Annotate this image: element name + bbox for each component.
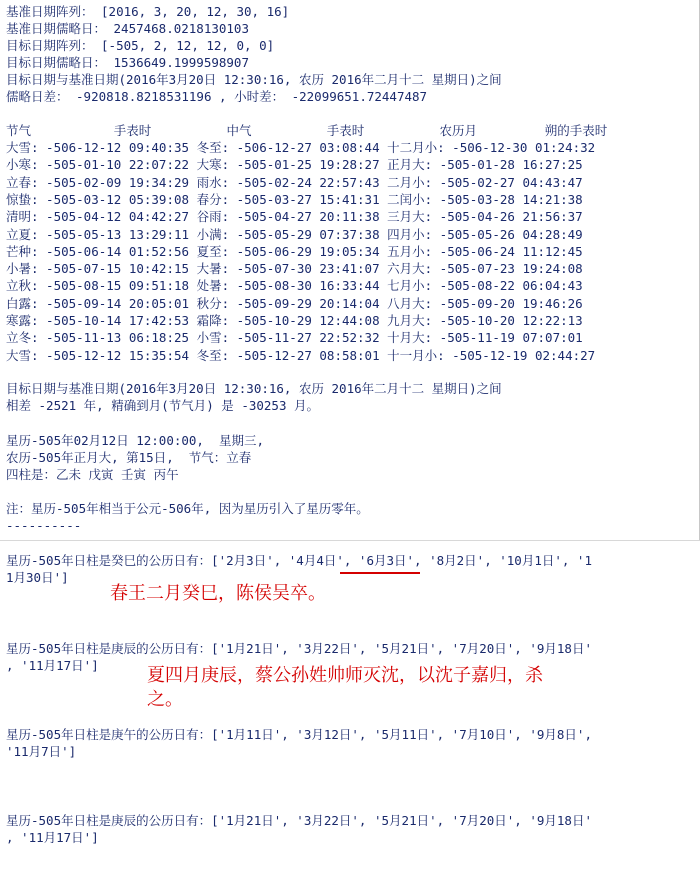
separator-dashes: ----------	[6, 518, 82, 533]
result-gengchen-line-2: , '11月17日']	[6, 658, 99, 673]
result-gengwu-line-1: 星历-505年日柱是庚午的公历日有：['1月11日', '3月12日', '5月11日', '7月10日', '9月8日',	[6, 727, 592, 742]
julian-and-hour-diff: 儒略日差： -920818.8218531196 , 小时差： -22099651.72447487	[6, 89, 428, 104]
solar-term-row: 立秋: -505-08-15 09:51:18 处暑: -505-08-30 16:33:44 七月小: -505-08-22 06:04:43	[6, 278, 583, 294]
annotation-chunqiu-2a: 夏四月庚辰，蔡公孙姓帅师灭沈，以沈子嘉归，杀	[147, 665, 543, 686]
result-gengchen-line-1: 星历-505年日柱是庚辰的公历日有：['1月21日', '3月22日', '5月21日', '7月20日', '9月18日'	[6, 641, 592, 656]
result-guisi-line-2: 1月30日']	[6, 570, 69, 585]
solar-term-row: 芒种: -505-06-14 01:52:56 夏至: -505-06-29 19:05:34 五月小: -505-06-24 11:12:45	[6, 243, 583, 259]
section-divider	[0, 540, 700, 541]
solar-term-row: 大雪: -506-12-12 09:40:35 冬至: -506-12-27 03:08:44 十二月小: -506-12-30 01:24:32	[6, 140, 596, 155]
solar-term-row: 立冬: -505-11-13 06:18:25 小雪: -505-11-27 22:52:32 十月大: -505-11-19 07:07:01	[6, 330, 583, 346]
solar-term-row: 小暑: -505-07-15 10:42:15 大暑: -505-07-30 23:41:07 六月大: -505-07-23 19:24:08	[6, 261, 583, 277]
result-gengchen-repeat-line-2: , '11月17日']	[6, 830, 99, 845]
year-month-diff: 相差 -2521 年, 精确到月(节气月) 是 -30253 月。	[6, 398, 320, 413]
lunar-date-line: 农历-505年正月大, 第15日, 节气：立春	[6, 450, 252, 465]
solar-term-row: 清明: -505-04-12 04:42:27 谷雨: -505-04-27 20:11:38 三月大: -505-04-26 21:56:37	[6, 209, 583, 225]
interval-heading-2: 目标日期与基准日期(2016年3月20日 12:30:16, 农历 2016年二月十二 星期日)之间	[6, 381, 502, 396]
solar-term-table-header: 节气 手表时 中气 手表时 农历月 朔的手表时	[6, 123, 608, 138]
annotation-chunqiu-1: 春王二月癸巳，陈侯吴卒。	[110, 583, 326, 604]
result-gengchen-repeat-line-1: 星历-505年日柱是庚辰的公历日有：['1月21日', '3月22日', '5月21日', '7月20日', '9月18日'	[6, 813, 592, 828]
highlight-underline	[340, 572, 420, 574]
annotation-chunqiu-2b: 之。	[147, 689, 183, 710]
star-date-line: 星历-505年02月12日 12:00:00, 星期三,	[6, 433, 265, 448]
solar-term-row: 立春: -505-02-09 19:34:29 雨水: -505-02-24 22:57:43 二月小: -505-02-27 04:43:47	[6, 174, 583, 190]
solar-term-row: 大雪: -505-12-12 15:35:54 冬至: -505-12-27 08:58:01 十一月小: -505-12-19 02:44:27	[6, 347, 596, 363]
result-gengwu-line-2: '11月7日']	[6, 744, 77, 759]
target-date-julian: 目标日期儒略日： 1536649.1999598907	[6, 55, 249, 70]
base-date-array: 基准日期阵列： [2016, 3, 20, 12, 30, 16]	[6, 4, 290, 19]
solar-term-row: 寒露: -505-10-14 17:42:53 霜降: -505-10-29 12:44:08 九月大: -505-10-20 12:22:13	[6, 313, 583, 328]
result-guisi-line-1: 星历-505年日柱是癸巳的公历日有：['2月3日', '4月4日', '6月3日', '8月2日', '10月1日', '1	[6, 553, 592, 568]
target-date-array: 目标日期阵列： [-505, 2, 12, 12, 0, 0]	[6, 38, 275, 53]
era-note: 注：星历-505年相当于公元-506年, 因为星历引入了星历零年。	[6, 501, 369, 516]
solar-term-row: 小寒: -505-01-10 22:07:22 大寒: -505-01-25 19:28:27 正月大: -505-01-28 16:27:25	[6, 157, 583, 173]
base-date-julian: 基准日期儒略日： 2457468.0218130103	[6, 21, 249, 36]
four-pillars-line: 四柱是：乙未 戊寅 壬寅 丙午	[6, 467, 179, 482]
solar-term-row: 惊蛰: -505-03-12 05:39:08 春分: -505-03-27 15:41:31 二闰小: -505-03-28 14:21:38	[6, 191, 583, 207]
solar-term-row: 立夏: -505-05-13 13:29:11 小满: -505-05-29 07:37:38 四月小: -505-05-26 04:28:49	[6, 226, 583, 242]
solar-term-row: 白露: -505-09-14 20:05:01 秋分: -505-09-29 20:14:04 八月大: -505-09-20 19:46:26	[6, 295, 583, 311]
interval-heading: 目标日期与基准日期(2016年3月20日 12:30:16, 农历 2016年二月十二 星期日)之间	[6, 72, 502, 87]
